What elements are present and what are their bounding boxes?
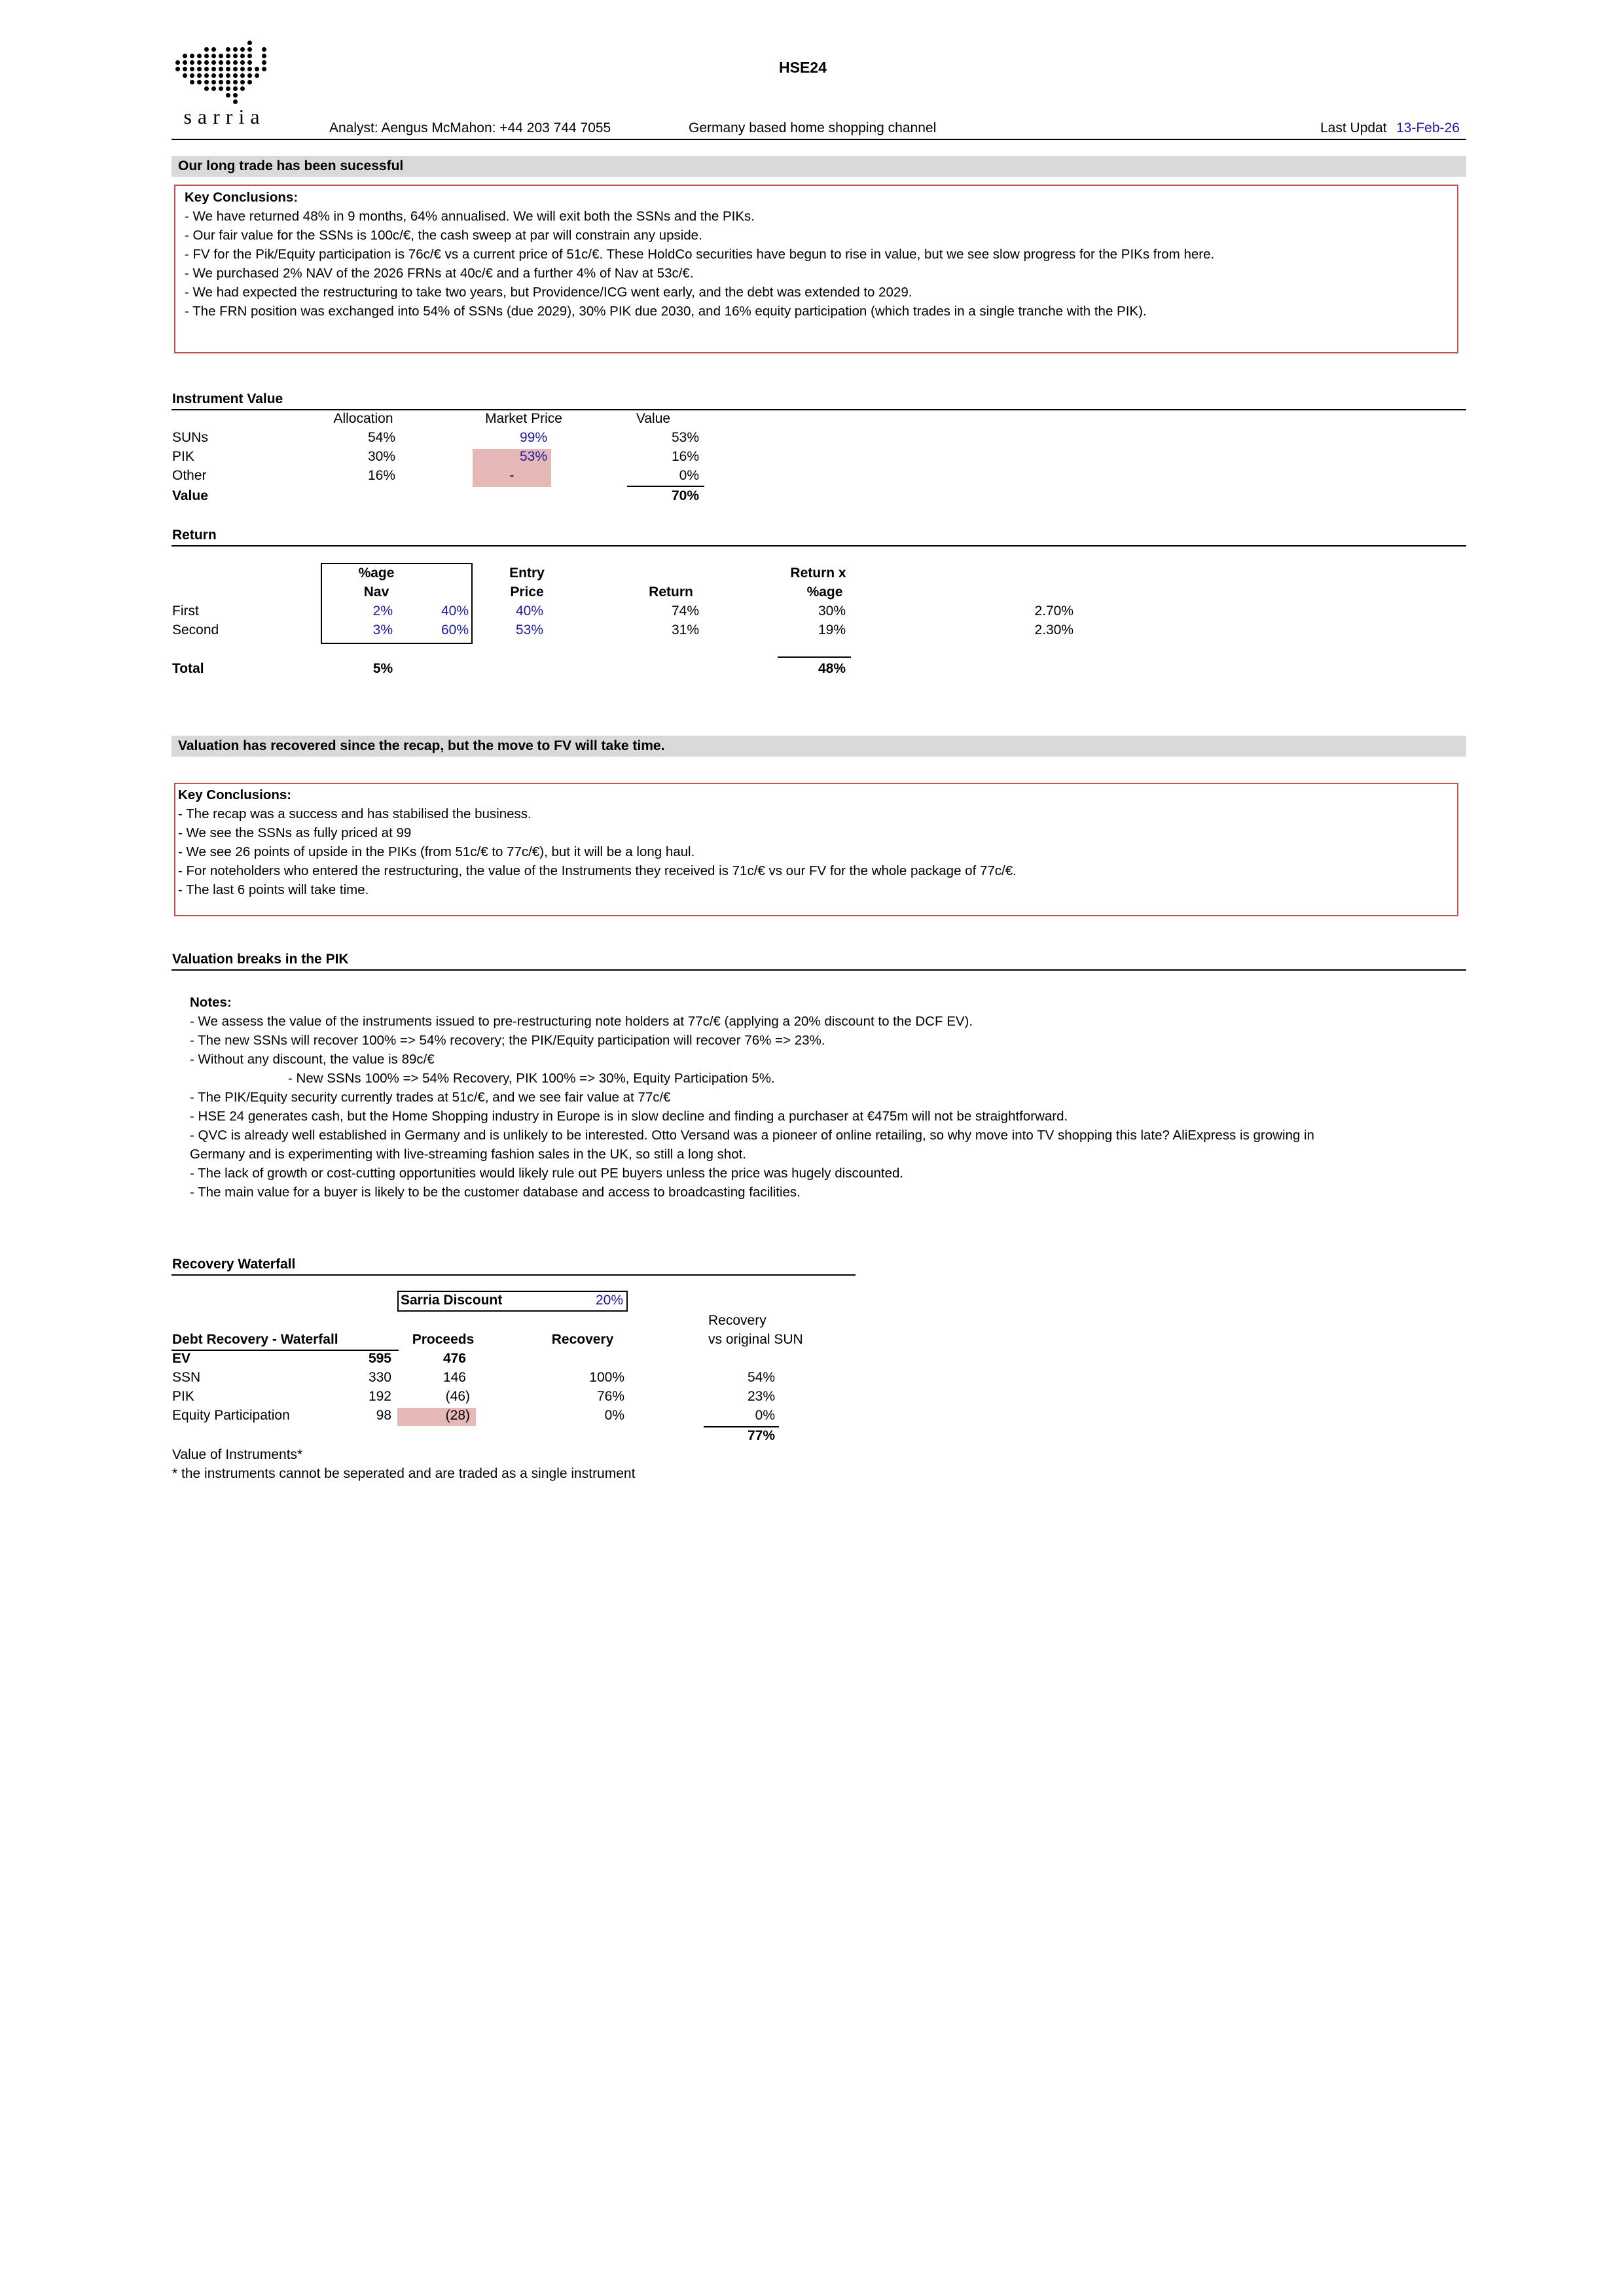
waterfall-row-amount: 192 <box>368 1389 391 1404</box>
logo-dot <box>204 47 209 52</box>
logo-dot <box>255 67 259 71</box>
logo-dot <box>204 73 209 78</box>
note-line: - The new SSNs will recover 100% => 54% recovery; the PIK/Equity participation will recover 76% => 23%. <box>190 1033 825 1048</box>
value-of-instruments-label: Value of Instruments* <box>172 1447 303 1462</box>
conclusion-line: - We see the SSNs as fully priced at 99 <box>178 825 412 840</box>
note-line: - Without any discount, the value is 89c/€ <box>190 1052 435 1067</box>
logo-dot <box>240 86 245 91</box>
logo-dot <box>211 80 216 84</box>
logo-dot <box>190 54 194 58</box>
waterfall-row-recovery: 0% <box>604 1408 624 1423</box>
logo-dot <box>226 54 230 58</box>
logo-dot <box>262 47 266 52</box>
waterfall-row-proceeds: (46) <box>445 1389 470 1404</box>
return-title: Return <box>172 528 217 543</box>
logo-dot <box>240 54 245 58</box>
return-total-return-x: 48% <box>818 661 846 676</box>
return-row-split: 60% <box>441 622 469 637</box>
logo-dot <box>262 60 266 65</box>
row-price: 99% <box>519 430 547 445</box>
logo-dot <box>247 80 252 84</box>
waterfall-row-vs: 0% <box>755 1408 775 1423</box>
row-value: 0% <box>679 468 699 483</box>
logo-dot <box>226 47 230 52</box>
valuation-breaks-title: Valuation breaks in the PIK <box>172 952 349 967</box>
return-row-return: 74% <box>671 603 699 619</box>
return-row-entry: 53% <box>515 622 543 637</box>
logo-dot <box>226 60 230 65</box>
row-name: Other <box>172 468 207 483</box>
header-recovery: Recovery <box>551 1332 614 1347</box>
logo-dot <box>211 47 216 52</box>
logo-dot <box>240 80 245 84</box>
note-line: - The main value for a buyer is likely to be the customer database and access to broadcasting facilities. <box>190 1185 801 1200</box>
conclusion-line: - We see 26 points of upside in the PIKs (from 51c/€ to 77c/€), but it will be a long haul. <box>178 844 695 859</box>
logo-dot <box>233 54 238 58</box>
value-total: 70% <box>671 488 699 503</box>
key-conclusions-title-1: Key Conclusions: <box>185 190 298 205</box>
section-banner-trade: Our long trade has been sucessful <box>171 156 1466 177</box>
section-banner-valuation: Valuation has recovered since the recap, but the move to FV will take time. <box>171 736 1466 757</box>
logo-dot <box>226 80 230 84</box>
logo-dot <box>183 60 187 65</box>
note-line: - The lack of growth or cost-cutting opportunities would likely rule out PE buyers unless the price was hugely discounted. <box>190 1166 904 1181</box>
conclusion-line: - The recap was a success and has stabilised the business. <box>178 806 532 821</box>
waterfall-total-rule <box>704 1426 779 1427</box>
return-row-return-x: 19% <box>818 622 846 637</box>
header-return: Return <box>649 584 693 600</box>
conclusion-line: - We purchased 2% NAV of the 2026 FRNs at 40c/€ and a further 4% of Nav at 53c/€. <box>185 266 694 281</box>
logo-dot <box>197 54 202 58</box>
logo-dot <box>183 73 187 78</box>
logo-dot <box>226 93 230 98</box>
conclusion-line: - FV for the Pik/Equity participation is 76c/€ vs a current price of 51c/€. These HoldCo securities have begun to rise in value, but we see slow progress for the PIKs from here. <box>185 247 1215 262</box>
row-allocation: 16% <box>367 468 395 483</box>
header-market-price: Market Price <box>485 411 562 426</box>
company-description: Germany based home shopping channel <box>689 120 937 135</box>
logo-dot <box>262 67 266 71</box>
waterfall-row-amount: 98 <box>376 1408 391 1423</box>
row-name: SUNs <box>172 430 208 445</box>
conclusion-line: - For noteholders who entered the restructuring, the value of the Instruments they received is 71c/€ vs our FV for the whole package of 77c/€. <box>178 863 1017 878</box>
logo-dot <box>240 47 245 52</box>
logo-dot <box>190 80 194 84</box>
logo-dot <box>183 67 187 71</box>
return-row-return-x: 30% <box>818 603 846 619</box>
logo-dot <box>211 67 216 71</box>
return-row-return: 31% <box>671 622 699 637</box>
logo-dot <box>190 67 194 71</box>
waterfall-footnote: * the instruments cannot be seperated and are traded as a single instrument <box>172 1466 636 1481</box>
logo-dot <box>204 54 209 58</box>
return-total-label: Total <box>172 661 204 676</box>
logo-dot <box>233 47 238 52</box>
note-line: - The PIK/Equity security currently trades at 51c/€, and we see fair value at 77c/€ <box>190 1090 671 1105</box>
logo-dot <box>219 86 223 91</box>
logo-dot <box>233 93 238 98</box>
note-line: - We assess the value of the instruments issued to pre-restructuring note holders at 77c/€ (applying a 20% discount to the DCF EV). <box>190 1014 973 1029</box>
logo-dot <box>219 60 223 65</box>
row-allocation: 30% <box>367 449 395 464</box>
waterfall-row-proceeds: (28) <box>445 1408 470 1423</box>
waterfall-row-name: PIK <box>172 1389 194 1404</box>
logo-dot <box>233 60 238 65</box>
key-conclusions-title-2: Key Conclusions: <box>178 787 292 802</box>
logo-wordmark: sarria <box>183 105 266 128</box>
logo-dot <box>247 60 252 65</box>
return-total-rule <box>778 656 851 658</box>
waterfall-row-vs: 54% <box>747 1370 775 1385</box>
valuation-breaks-rule <box>171 969 1466 971</box>
waterfall-row-recovery: 76% <box>596 1389 624 1404</box>
sarria-logo <box>175 41 274 128</box>
logo-dot <box>204 80 209 84</box>
value-total-rule <box>627 486 704 487</box>
logo-dot <box>204 60 209 65</box>
header-return-x-1: Return x <box>790 565 846 581</box>
header-nav-1: %age <box>358 565 395 581</box>
conclusion-line: - We had expected the restructuring to take two years, but Providence/ICG went early, and the debt was extended to 2029. <box>185 285 912 300</box>
note-line: - New SSNs 100% => 54% Recovery, PIK 100% => 30%, Equity Participation 5%. <box>288 1071 775 1086</box>
note-line: - HSE 24 generates cash, but the Home Shopping industry in Europe is in slow decline and finding a purchaser at €475m will not be straightforward. <box>190 1109 1068 1124</box>
conclusion-line: - Our fair value for the SSNs is 100c/€, the cash sweep at par will constrain any upside. <box>185 228 702 243</box>
discount-label: Sarria Discount <box>401 1293 503 1308</box>
recovery-waterfall-rule <box>171 1274 856 1276</box>
logo-dot <box>247 54 252 58</box>
waterfall-row-recovery: 100% <box>589 1370 624 1385</box>
header-entry-2: Price <box>510 584 544 600</box>
instrument-value-rule <box>171 409 1466 410</box>
logo-dot <box>226 86 230 91</box>
ev-proceeds: 476 <box>442 1351 466 1366</box>
logo-dot <box>247 67 252 71</box>
row-allocation: 54% <box>367 430 395 445</box>
header-allocation: Allocation <box>333 411 393 426</box>
logo-dot <box>175 60 180 65</box>
return-row-nav: 3% <box>372 622 393 637</box>
logo-dot <box>240 60 245 65</box>
logo-dot <box>226 67 230 71</box>
ev-value: 595 <box>368 1351 391 1366</box>
conclusion-line: - The FRN position was exchanged into 54% of SSNs (due 2029), 30% PIK due 2030, and 16% equity participation (which trades in a single tranche with the PIK). <box>185 304 1147 319</box>
row-name: PIK <box>172 449 194 464</box>
waterfall-row-amount: 330 <box>368 1370 391 1385</box>
conclusion-line: - We have returned 48% in 9 months, 64% annualised. We will exit both the SSNs and the PIKs. <box>185 209 755 224</box>
header-entry-1: Entry <box>509 565 545 581</box>
logo-dot <box>262 54 266 58</box>
return-total-nav: 5% <box>372 661 393 676</box>
discount-value: 20% <box>595 1293 623 1308</box>
waterfall-total-vs: 77% <box>747 1428 775 1443</box>
ev-label: EV <box>172 1351 191 1366</box>
instrument-value-title: Instrument Value <box>172 391 283 406</box>
header-nav-2: Nav <box>363 584 389 600</box>
logo-dot <box>233 67 238 71</box>
row-value: 16% <box>671 449 699 464</box>
row-price: - <box>509 468 514 483</box>
return-row-split: 40% <box>441 603 469 619</box>
logo-dot <box>219 67 223 71</box>
logo-dot-pattern <box>175 41 274 106</box>
waterfall-row-name: SSN <box>172 1370 201 1385</box>
logo-dot <box>247 41 252 45</box>
logo-dot <box>247 73 252 78</box>
logo-dot <box>197 60 202 65</box>
conclusion-line: - The last 6 points will take time. <box>178 882 369 897</box>
logo-dot <box>211 86 216 91</box>
recovery-waterfall-title: Recovery Waterfall <box>172 1257 296 1272</box>
logo-dot <box>219 73 223 78</box>
logo-dot <box>190 73 194 78</box>
logo-dot <box>190 60 194 65</box>
header-proceeds: Proceeds <box>412 1332 475 1347</box>
waterfall-row-proceeds: 146 <box>442 1370 466 1385</box>
return-row-extra: 2.70% <box>1034 603 1074 619</box>
logo-dot <box>219 80 223 84</box>
logo-dot <box>211 54 216 58</box>
logo-dot <box>204 67 209 71</box>
analyst-line: Analyst: Aengus McMahon: +44 203 744 7055 <box>329 120 611 135</box>
logo-dot <box>219 54 223 58</box>
return-rule <box>171 545 1466 547</box>
header-return-x-2: %age <box>806 584 843 600</box>
page-title: HSE24 <box>779 59 827 76</box>
last-updated-date: 13-Feb-26 <box>1396 120 1460 135</box>
row-price: 53% <box>519 449 547 464</box>
logo-dot <box>197 73 202 78</box>
waterfall-row-name: Equity Participation <box>172 1408 290 1423</box>
last-updated-label: Last Updat <box>1320 120 1387 135</box>
return-row-extra: 2.30% <box>1034 622 1074 637</box>
header-rule <box>171 139 1466 140</box>
header-value: Value <box>636 411 671 426</box>
logo-dot <box>197 67 202 71</box>
logo-dot <box>233 80 238 84</box>
logo-dot <box>183 54 187 58</box>
return-row-nav: 2% <box>372 603 393 619</box>
logo-dot <box>211 73 216 78</box>
logo-dot <box>204 86 209 91</box>
logo-dot <box>226 73 230 78</box>
notes-title: Notes: <box>190 995 232 1010</box>
note-line: - QVC is already well established in Germany and is unlikely to be interested. Otto Versand was a pioneer of online retailing, so why move into TV shopping this late? AliExpress is growing in <box>190 1128 1314 1143</box>
row-value: 53% <box>671 430 699 445</box>
logo-dot <box>233 86 238 91</box>
logo-dot <box>240 67 245 71</box>
logo-dot <box>175 67 180 71</box>
logo-dot <box>197 80 202 84</box>
return-row-name: First <box>172 603 199 619</box>
logo-dot <box>240 73 245 78</box>
logo-dot <box>211 60 216 65</box>
note-line: Germany and is experimenting with live-streaming fashion sales in the UK, so still a long shot. <box>190 1147 747 1162</box>
logo-dot <box>247 47 252 52</box>
waterfall-table-label: Debt Recovery - Waterfall <box>172 1332 338 1347</box>
logo-dot <box>233 73 238 78</box>
return-row-name: Second <box>172 622 219 637</box>
return-row-entry: 40% <box>515 603 543 619</box>
logo-dot <box>233 99 238 104</box>
waterfall-row-vs: 23% <box>747 1389 775 1404</box>
recovery-vs-header-2: vs original SUN <box>708 1332 803 1347</box>
value-total-label: Value <box>172 488 208 503</box>
recovery-vs-header-1: Recovery <box>708 1313 767 1328</box>
logo-dot <box>255 73 259 78</box>
